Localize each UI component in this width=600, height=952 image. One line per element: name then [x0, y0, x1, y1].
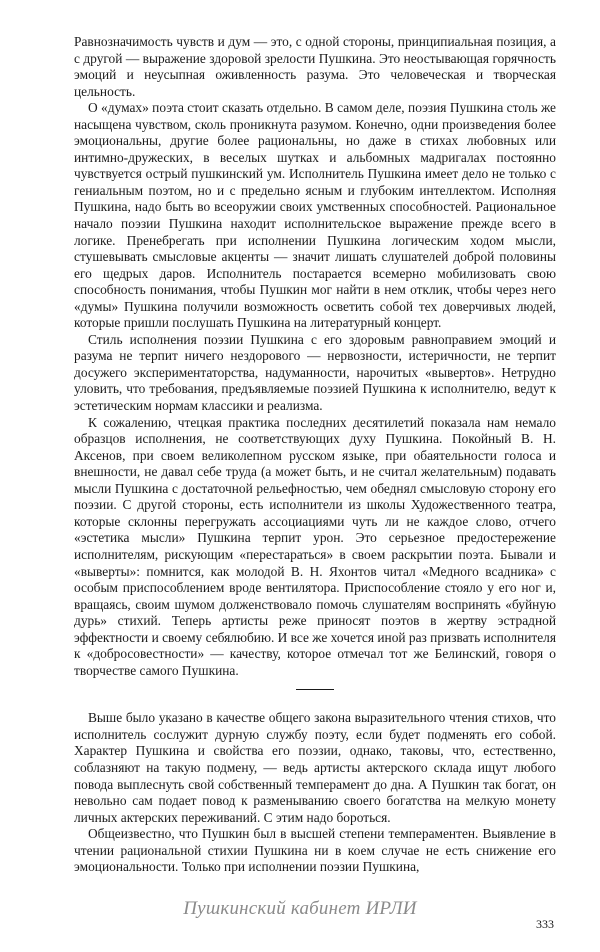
library-watermark: Пушкинский кабинет ИРЛИ	[183, 898, 417, 919]
paragraph: К сожалению, чтецкая практика последних десятилетий показала нам немало образцов исполнения, не соответствующих духу Пушкина. Покойный В. Н. Аксенов, при своем великолепном русском языке, при обаятельности голоса и внешности, не давал себе труда (а может быть, и не считал желательным) подавать мысли Пушкина с достаточной рельефностью, чем обеднял смысловую сторону его поэзии. С другой стороны, есть исполнители из школы Художественного театра, которые склонны перегружать ассоциациями чуть ли не каждое слово, отчего «эстетика мысли» Пушкина терпит урон. Это серьезное предостережение исполнителям, рискующим «перестараться» в своем раскрытии поэта. Бывали и «выверты»: помнится, как молодой В. Н. Яхонтов читал «Медного всадника» с особым приспособлением вроде вентилятора. Приспособление стояло у его ног и, вращаясь, своим шумом долженствовало помочь слушателям воспринять «буйную дурь» стихий. Теперь артисты реже приносят поэтов в жертву эстрадной эффектности и своему себялюбию. И все же хочется иной раз призвать исполнителя к «добросовестности» — качеству, которое отмечал тот же Белинский, говоря о творчестве самого Пушкина.	[74, 414, 556, 678]
page-body	[74, 34, 556, 876]
page-number: 333	[536, 917, 554, 931]
section-divider	[296, 689, 334, 690]
paragraph: О «думах» поэта стоит сказать отдельно. В самом деле, поэзия Пушкина столь же насыщена чувством, сколь проникнута разумом. Конечно, одни произведения более эмоциональны, другие более рациональны, но даже в стихах любовных или интимно-дружеских, в веселых шутках и альбомных мадригалах постоянно чувствуется острый пушкинский ум. Исполнитель Пушкина имеет дело не только с гениальным поэтом, но и с предельно ясным и глубоким интеллектом. Исполняя Пушкина, надо быть во всеоружии своих умственных способностей. Рациональное начало поэзии Пушкина находит исполнительское выражение прежде всего в логике. Пренебрегать при исполнении Пушкина логическим ходом мысли, стушевывать смысловые акценты — значит лишать слушателей доброй половины его щедрых даров. Исполнитель постарается всемерно мобилизовать свою способность понимания, чтобы Пушкин мог найти в нем отклик, чтобы через него «думы» Пушкина получили возможность осветить собой тех доверчивых людей, которые пришли послушать Пушкина на литературный концерт.	[74, 100, 556, 331]
paragraph: Равнозначимость чувств и дум — это, с одной стороны, принципиальная позиция, а с другой — выражение здоровой зрелости Пушкина. Это неостывающая горячность эмоций и неусыпная оживленность разума. Это человеческая и творческая цельность.	[74, 34, 556, 99]
paragraph: Выше было указано в качестве общего закона выразительного чтения стихов, что исполнитель сослужит дурную службу поэту, если будет подменять его собой. Характер Пушкина и свойства его поэзии, однако, таковы, что, естественно, соблазняют на такую подмену, — ведь артисты актерского склада ищут любого повода выплеснуть свой собственный темперамент до дна. А Пушкин так богат, он невольно сам подает повод к разменыванию своего богатства на мелкую монету личных актерских переживаний. С этим надо бороться.	[74, 710, 556, 825]
paragraph: Общеизвестно, что Пушкин был в высшей степени темпераментен. Выявление в чтении рациональной стихии Пушкина ни в коем случае не есть снижение его эмоциональности. Только при исполнении поэзии Пушкина,	[74, 826, 556, 875]
paragraph: Стиль исполнения поэзии Пушкина с его здоровым равноправием эмоций и разума не терпит ничего нездорового — нервозности, истеричности, не терпит досужего экспериментаторства, надуманности, нарочитых «вывертов». Нетрудно уловить, что требования, предъявляемые поэзией Пушкина к исполнителю, ведут к эстетическим нормам классики и реализма.	[74, 331, 556, 414]
